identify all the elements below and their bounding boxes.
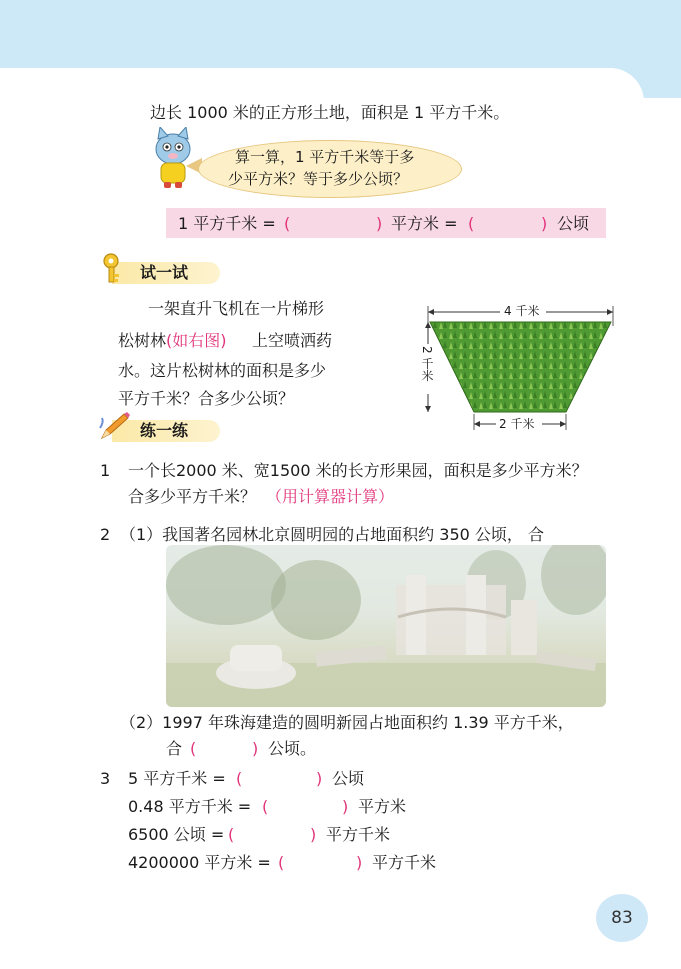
blank-open: ( — [190, 739, 197, 758]
q3-row-2-left: 0.48 平方千米 = — [128, 797, 252, 816]
blank-close: ) — [252, 739, 259, 758]
q3-row-4-left: 4200000 平方米 = — [128, 853, 271, 872]
page-number: 83 — [596, 894, 648, 942]
q1-line-1: 一个长2000 米、宽1500 米的长方形果园，面积是多少平方米？ — [128, 461, 588, 480]
q1-number: 1 — [100, 461, 111, 480]
figure-top-label: 4 千米 — [504, 304, 540, 318]
try-text-line-2b: 上空喷洒药 — [252, 331, 333, 350]
blank-open: ( — [236, 769, 243, 788]
practice-section-title: 练一练 — [140, 421, 189, 440]
blank-open: ( — [278, 853, 285, 872]
trapezoid-forest-figure — [418, 300, 623, 435]
intro-text: 边长 1000 米的正方形土地，面积是 1 平方千米。 — [150, 103, 510, 122]
try-text-line-3: 水。这片松树林的面积是多少 — [118, 361, 327, 380]
figure-side-label: 2 千米 — [420, 346, 434, 382]
q3-number: 3 — [100, 769, 111, 788]
yuanmingyuan-photo — [166, 545, 606, 707]
q3-row-1-unit: 公顷 — [332, 769, 365, 788]
bubble-line-1: 算一算，1 平方千米等于多 — [235, 148, 415, 166]
conversion-part-3: 公顷 — [557, 214, 590, 233]
ruins-illustration — [166, 545, 606, 707]
q2-2-prefix: 合 — [166, 739, 183, 758]
try-text-line-1: 一架直升飞机在一片梯形 — [148, 299, 325, 318]
conversion-part-1: 1 平方千米 = — [178, 214, 276, 233]
q2-1-line-1: （1）我国著名园林北京圆明园的占地面积约 350 公顷， 合 — [120, 525, 544, 544]
q2-number: 2 — [100, 525, 111, 544]
q3-row-3-unit: 平方千米 — [326, 825, 391, 844]
q3-row-4-unit: 平方千米 — [372, 853, 437, 872]
q2-2-unit: 公顷。 — [268, 739, 317, 758]
q1-line-2: 合多少平方千米？ — [128, 487, 257, 506]
key-icon — [100, 252, 126, 284]
try-text-line-2a: 松树林 — [118, 331, 167, 350]
conversion-part-2: 平方米 = — [391, 214, 458, 233]
figure-bottom-label: 2 千米 — [499, 417, 535, 431]
bubble-line-2: 少平方米？等于多少公顷？ — [228, 170, 409, 188]
blank-open: ( — [468, 214, 475, 233]
blank-close: ) — [541, 214, 548, 233]
q3-row-2-unit: 平方米 — [358, 797, 407, 816]
blank-close: ) — [342, 797, 349, 816]
blank-close: ) — [310, 825, 317, 844]
try-text-line-4: 平方千米？合多少公顷？ — [118, 389, 295, 408]
q1-hint: （用计算器计算） — [266, 487, 395, 506]
pencil-icon — [98, 410, 132, 442]
blank-close: ) — [316, 769, 323, 788]
try-section-title: 试一试 — [140, 263, 189, 282]
try-text-hint: (如右图) — [166, 331, 227, 350]
blank-open: ( — [262, 797, 269, 816]
blank-close: ) — [376, 214, 383, 233]
q3-row-3-left: 6500 公顷 = — [128, 825, 225, 844]
blank-close: ) — [356, 853, 363, 872]
blank-open: ( — [284, 214, 291, 233]
q2-2-line-1: （2）1997 年珠海建造的圆明新园占地面积约 1.39 平方千米， — [120, 713, 574, 732]
q3-row-1-left: 5 平方千米 = — [128, 769, 226, 788]
blank-open: ( — [228, 825, 235, 844]
